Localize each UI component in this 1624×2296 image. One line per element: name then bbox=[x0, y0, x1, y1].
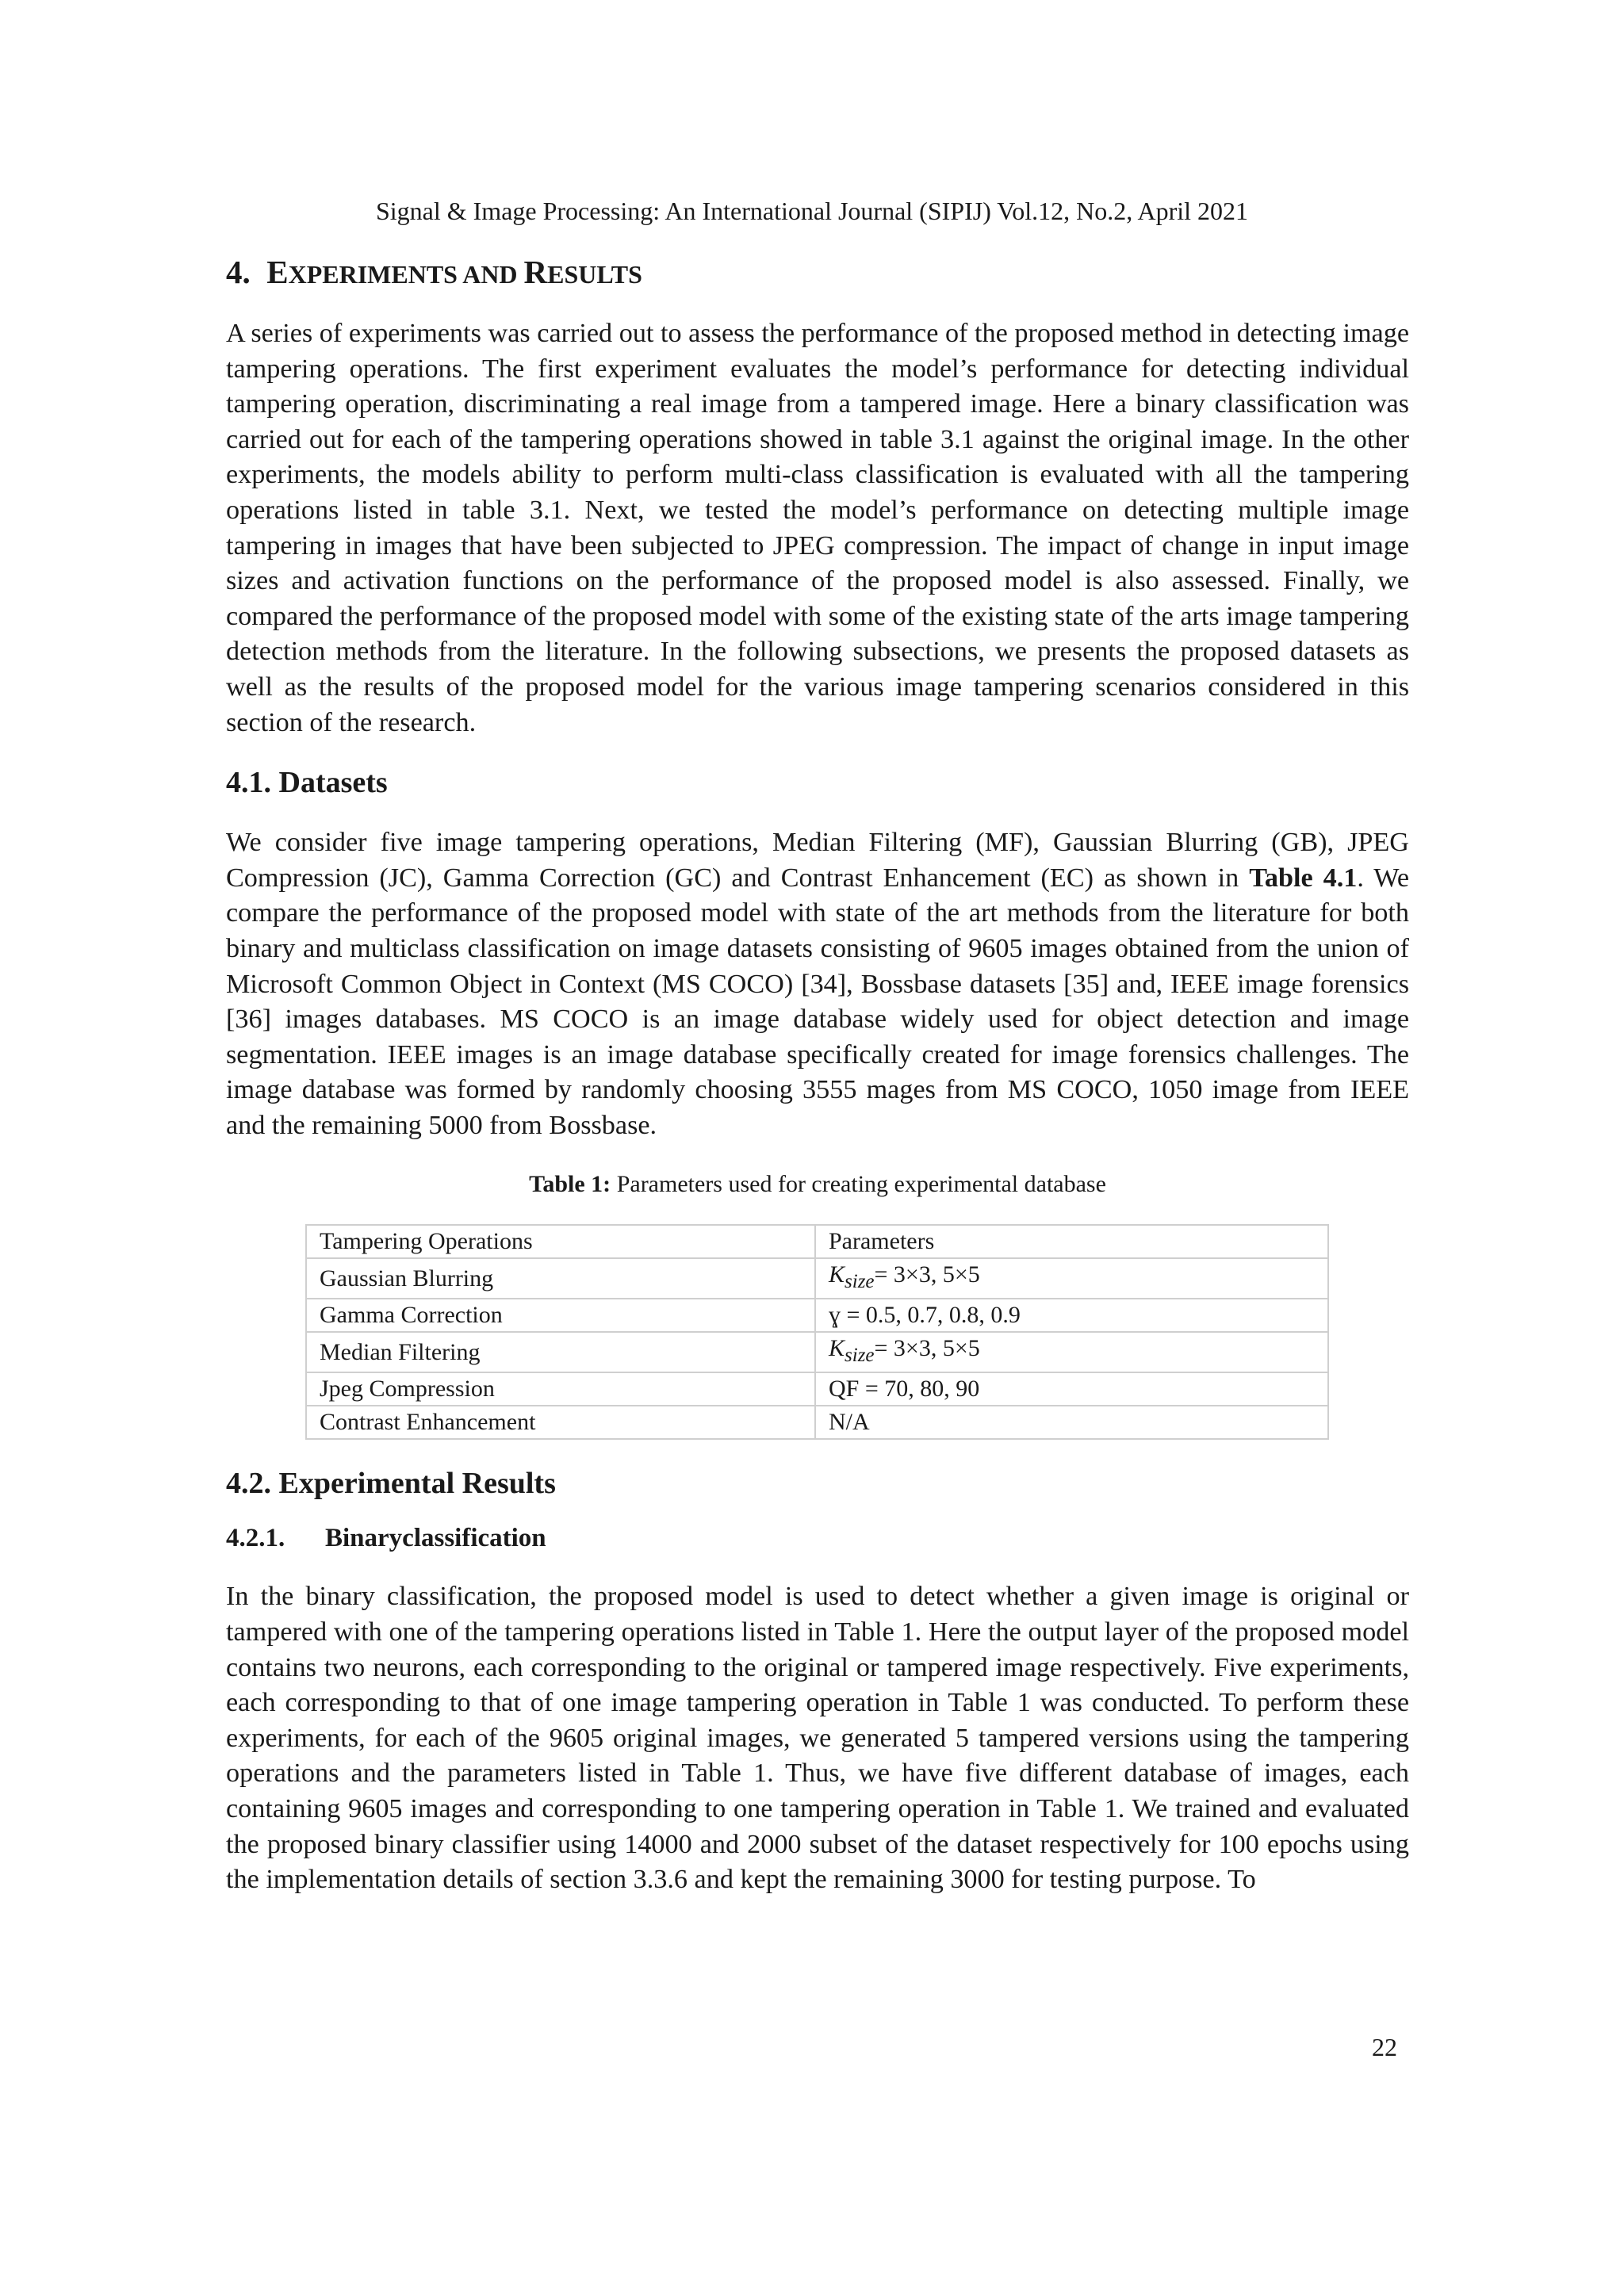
kernel-subscript: size bbox=[845, 1345, 875, 1367]
table-row bbox=[306, 1332, 1328, 1372]
subsection-number: 4.2.1. bbox=[226, 1524, 285, 1553]
table-cell-operation: Median Filtering bbox=[306, 1332, 815, 1372]
table-cell-parameter: ɣ = 0.5, 0.7, 0.8, 0.9 bbox=[815, 1299, 1328, 1332]
table-cell-operation: Gaussian Blurring bbox=[306, 1258, 815, 1299]
table-row bbox=[306, 1372, 1328, 1406]
section-heading-4 bbox=[226, 251, 1409, 296]
subsection-title: Binaryclassification bbox=[325, 1524, 546, 1553]
table-caption-label: Table 1: bbox=[529, 1171, 611, 1198]
table-cell-operation: Jpeg Compression bbox=[306, 1372, 815, 1406]
section-title-smallcaps: ESULTS bbox=[547, 260, 642, 289]
table-cell-parameter: N/A bbox=[815, 1406, 1328, 1439]
table-header-row bbox=[306, 1225, 1328, 1258]
table-cell-parameter bbox=[815, 1332, 1328, 1372]
kernel-subscript: size bbox=[845, 1271, 875, 1293]
table-caption-text: Parameters used for creating experimental database bbox=[611, 1171, 1106, 1198]
section41-paragraph bbox=[226, 825, 1409, 1143]
paragraph-text: . We compare the performance of the proposed model with state of the art methods from the literature for both binary and multiclass classification on image datasets consisting of 9605 images obtained from the union of Microsoft Common Object in Context (MS COCO) [34], Bossbase datasets [35] and, IEEE image forensics [36] images databases. MS COCO is an image database widely used for object detection and image segmentation. IEEE images is an image database specifically created for image forensics challenges. The image database was formed by randomly choosing 3555 mages from MS COCO, 1050 image from IEEE and the remaining 5000 from Bossbase. bbox=[226, 863, 1409, 1140]
parameters-table bbox=[305, 1224, 1329, 1440]
table-cell-operation: Gamma Correction bbox=[306, 1299, 815, 1332]
section-title-cap: E bbox=[266, 254, 289, 290]
table-row bbox=[306, 1299, 1328, 1332]
table-caption bbox=[226, 1169, 1409, 1200]
section421-paragraph: In the binary classification, the proposed model is used to detect whether a given image is original or tampered with one of the tampering operations listed in Table 1. Here the output layer of the proposed model contains two neurons, each corresponding to the original or tampered image respectively. Five experiments, each corresponding to that of one image tampering operation in Table 1 was conducted. To perform these experiments, for each of the 9605 original images, we generated 5 tampered versions using the tampering operations and the parameters listed in Table 1. Thus, we have five different database of images, each containing 9605 images and corresponding to one tampering operation in Table 1. We trained and evaluated the proposed binary classifier using 14000 and 2000 subset of the dataset respectively for 100 epochs using the implementation details of section 3.3.6 and kept the remaining 3000 for testing purpose. To bbox=[226, 1582, 1409, 1895]
section-number: 4. bbox=[226, 254, 251, 290]
section-title-cap: R bbox=[523, 254, 548, 290]
table-cell-operation: Contrast Enhancement bbox=[306, 1406, 815, 1439]
table-header-cell: Tampering Operations bbox=[306, 1225, 815, 1258]
section-heading-4-1: 4.1. Datasets bbox=[226, 766, 388, 800]
table-header-cell: Parameters bbox=[815, 1225, 1328, 1258]
section-heading-4-2: 4.2. Experimental Results bbox=[226, 1467, 556, 1501]
kernel-symbol: K bbox=[829, 1335, 845, 1362]
paragraph-text: We consider five image tampering operations, Median Filtering (MF), Gaussian Blurring (GB), JPEG Compression (JC), Gamma Correction (GC) and Contrast Enhancement (EC) as shown in bbox=[226, 828, 1409, 893]
table-cell-parameter: QF = 70, 80, 90 bbox=[815, 1372, 1328, 1406]
kernel-symbol: K bbox=[829, 1261, 845, 1288]
subsection-heading-4-2-1 bbox=[226, 1521, 1409, 1556]
page-number: 22 bbox=[1372, 2033, 1397, 2061]
page-content bbox=[226, 251, 1409, 1898]
running-header: Signal & Image Processing: An International Journal (SIPIJ) Vol.12, No.2, April 2021 bbox=[375, 197, 1249, 225]
parameter-values: = 3×3, 5×5 bbox=[874, 1261, 980, 1288]
section4-paragraph: A series of experiments was carried out to assess the performance of the proposed method in detecting image tampering operations. The first experiment evaluates the model’s performance for detecting individual tampering operation, discriminating a real image from a tampered image. Here a binary classification was carried out for each of the tampering operations showed in table 3.1 against the original image. In the other experiments, the models ability to perform multi-class classification is evaluated with all the tampering operations listed in table 3.1. Next, we tested the model’s performance on detecting multiple image tampering in images that have been subjected to JPEG compression. The impact of change in input image sizes and activation functions on the performance of the proposed model is also assessed. Finally, we compared the performance of the proposed model with some of the existing state of the arts image tampering detection methods from the literature. In the following subsections, we presents the proposed datasets as well as the results of the proposed model for the various image tampering scenarios considered in this section of the research. bbox=[226, 319, 1409, 737]
table-cell-parameter bbox=[815, 1258, 1328, 1299]
table-reference: Table 4.1 bbox=[1249, 863, 1358, 893]
section-title-smallcaps: XPERIMENTS AND bbox=[288, 260, 524, 289]
table-row bbox=[306, 1258, 1328, 1299]
parameter-values: = 3×3, 5×5 bbox=[874, 1335, 980, 1362]
table-row bbox=[306, 1406, 1328, 1439]
